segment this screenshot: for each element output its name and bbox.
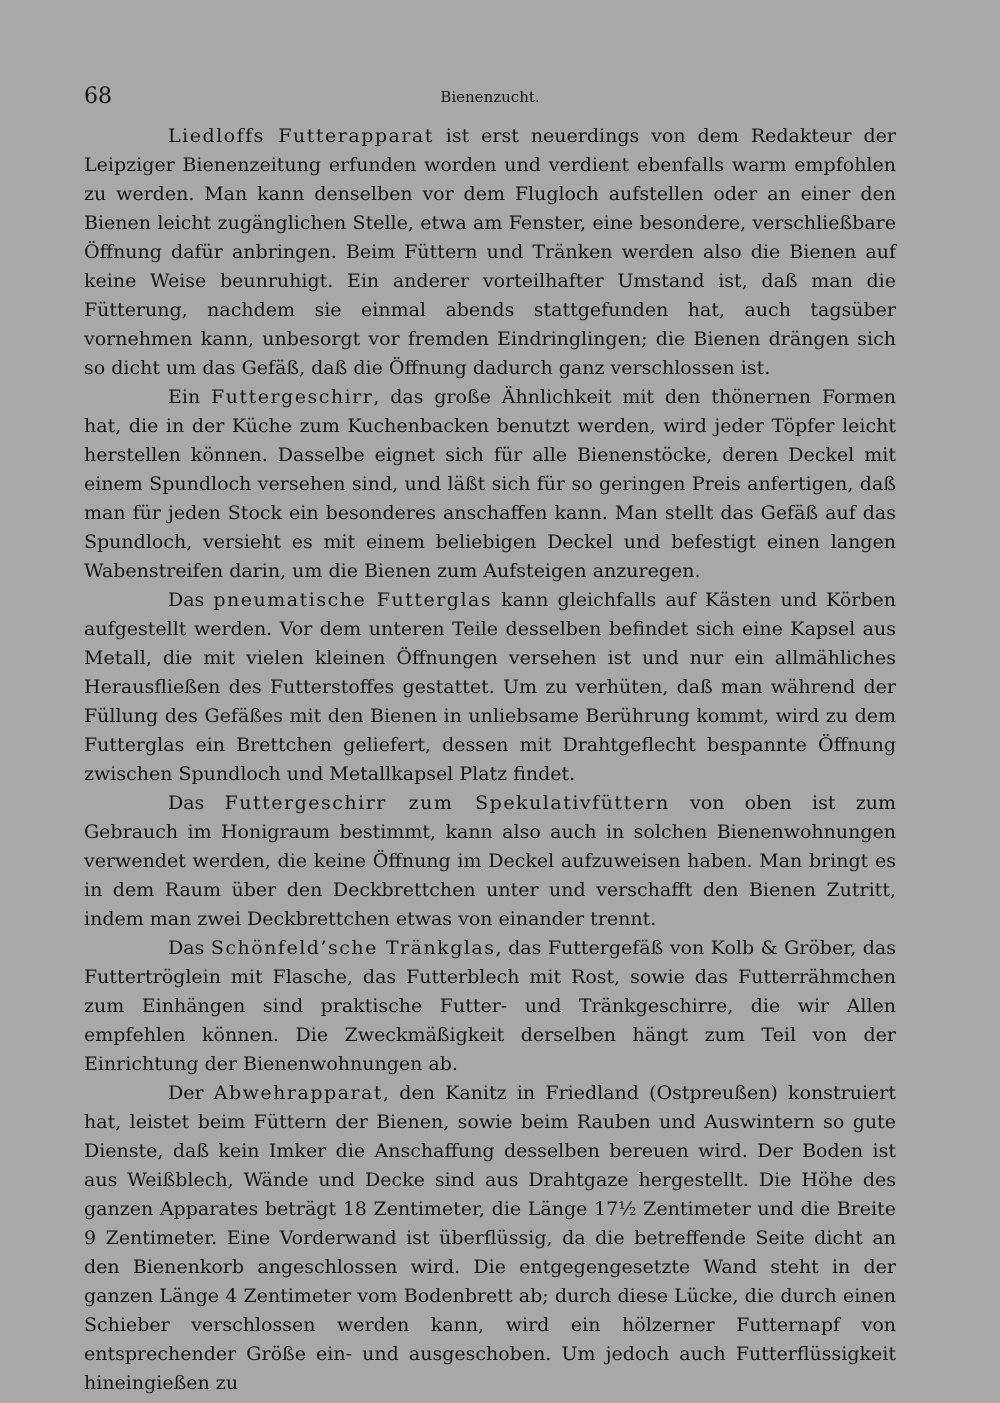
paragraph-text: kann gleichfalls auf Kästen und Körben aufgestellt werden. Vor dem unteren Teile desselben befindet sich eine Kapsel aus Metall, die mit vielen kleinen Öffnungen versehen ist und nur ein allmähliches Herausfließen des Futterstoffes gestattet. Um zu verhüten, daß man während der Füllung des Gefäßes mit den Bienen in unliebsame Berührung kommt, wird zu dem Futterglas ein Brettchen geliefert, dessen mit Drahtgeflecht bespannte Öffnung zwischen Spundloch und Metallkapsel Platz findet. [84, 589, 896, 785]
term-liedloffs-futterapparat: Liedloffs Futterapparat [168, 125, 434, 147]
paragraph-prefix: Das [168, 792, 225, 814]
term-pneumatisches-futterglas: pneumatische Futterglas [213, 589, 493, 611]
body-text [84, 122, 896, 1398]
term-schoenfeld-traenkglas: Schönfeld’sche Tränkglas [210, 937, 496, 959]
paragraph-futtergeschirr [84, 383, 896, 586]
paragraph-text: ist erst neuerdings von dem Redakteur der Leipziger Bienenzeitung erfunden worden und verdient ebenfalls warm empfohlen zu werden. Man kann denselben vor dem Flugloch aufstellen oder an einer den Bienen leicht zugänglichen Stelle, etwa am Fenster, eine besondere, verschließbare Öffnung dafür anbringen. Beim Füttern und Tränken werden also die Bienen auf keine Weise beunruhigt. Ein anderer vorteilhafter Umstand ist, daß man die Fütterung, nachdem sie einmal abends stattgefunden hat, auch tagsüber vornehmen kann, unbesorgt vor fremden Eindringlingen; die Bienen drängen sich so dicht um das Gefäß, daß die Öffnung dadurch ganz verschlossen ist. [84, 125, 896, 379]
paragraph-liedloff [84, 122, 896, 383]
paragraph-abwehrapparat [84, 1079, 896, 1398]
paragraph-text: , das große Ähnlichkeit mit den thönernen Formen hat, die in der Küche zum Kuchenbacken benutzt werden, wird jeder Töpfer leicht herstellen können. Dasselbe eignet sich für alle Bienenstöcke, deren Deckel mit einem Spundloch versehen sind, und läßt sich für so geringen Preis anfertigen, daß man für jeden Stock ein besonderes anschaffen kann. Man stellt das Gefäß auf das Spundloch, versieht es mit einem beliebigen Deckel und befestigt einen langen Wabenstreifen darin, um die Bienen zum Aufsteigen anzuregen. [84, 386, 896, 582]
paragraph-prefix: Der [168, 1082, 214, 1104]
term-abwehrapparat: Abwehrapparat [213, 1082, 384, 1104]
paragraph-traenkglas [84, 934, 896, 1079]
paragraph-spekulativfuettern [84, 789, 896, 934]
term-futtergeschirr: Futtergeschirr [211, 386, 374, 408]
paragraph-text: von oben ist zum Gebrauch im Honigraum bestimmt, kann also auch in solchen Bienenwohnungen verwendet werden, die keine Öffnung im Deckel aufzuweisen haben. Man bringt es in dem Raum über den Deckbrettchen unter und verschafft den Bienen Zutritt, indem man zwei Deckbrettchen etwas von einander trennt. [84, 792, 896, 930]
running-head: Bienenzucht. [440, 88, 540, 106]
paragraph-futterglas [84, 586, 896, 789]
paragraph-prefix: Das [168, 589, 214, 611]
paragraph-prefix: Das [168, 937, 211, 959]
page-number: 68 [84, 84, 112, 109]
term-futtergeschirr-spekulativ: Futtergeschirr zum Spekulativfüttern [224, 792, 670, 814]
page-header [84, 84, 896, 114]
paragraph-text: , das Futtergefäß von Kolb & Gröber, das Futtertröglein mit Flasche, das Futterblech mit Rost, sowie das Futterrähmchen zum Einhängen sind praktische Futter- und Tränkgeschirre, die wir Allen empfehlen können. Die Zweckmäßigkeit derselben hängt zum Teil von der Einrichtung der Bienenwohnungen ab. [84, 937, 896, 1075]
paragraph-prefix: Ein [168, 386, 212, 408]
paragraph-text: , den Kanitz in Friedland (Ostpreußen) konstruiert hat, leistet beim Füttern der Bienen, sowie beim Rauben und Auswintern so gute Dienste, daß kein Imker die Anschaffung desselben bereuen wird. Der Boden ist aus Weißblech, Wände und Decke sind aus Drahtgaze hergestellt. Die Höhe des ganzen Apparates beträgt 18 Zentimeter, die Länge 17½ Zentimeter und die Breite 9 Zentimeter. Eine Vorderwand ist überflüssig, da die betreffende Seite dicht an den Bienenkorb angeschlossen wird. Die entgegengesetzte Wand steht in der ganzen Länge 4 Zentimeter vom Bodenbrett ab; durch diese Lücke, die durch einen Schieber verschlossen werden kann, wird ein hölzerner Futternapf von entsprechender Größe ein- und ausgeschoben. Um jedoch auch Futterflüssigkeit hineingießen zu [84, 1082, 896, 1394]
